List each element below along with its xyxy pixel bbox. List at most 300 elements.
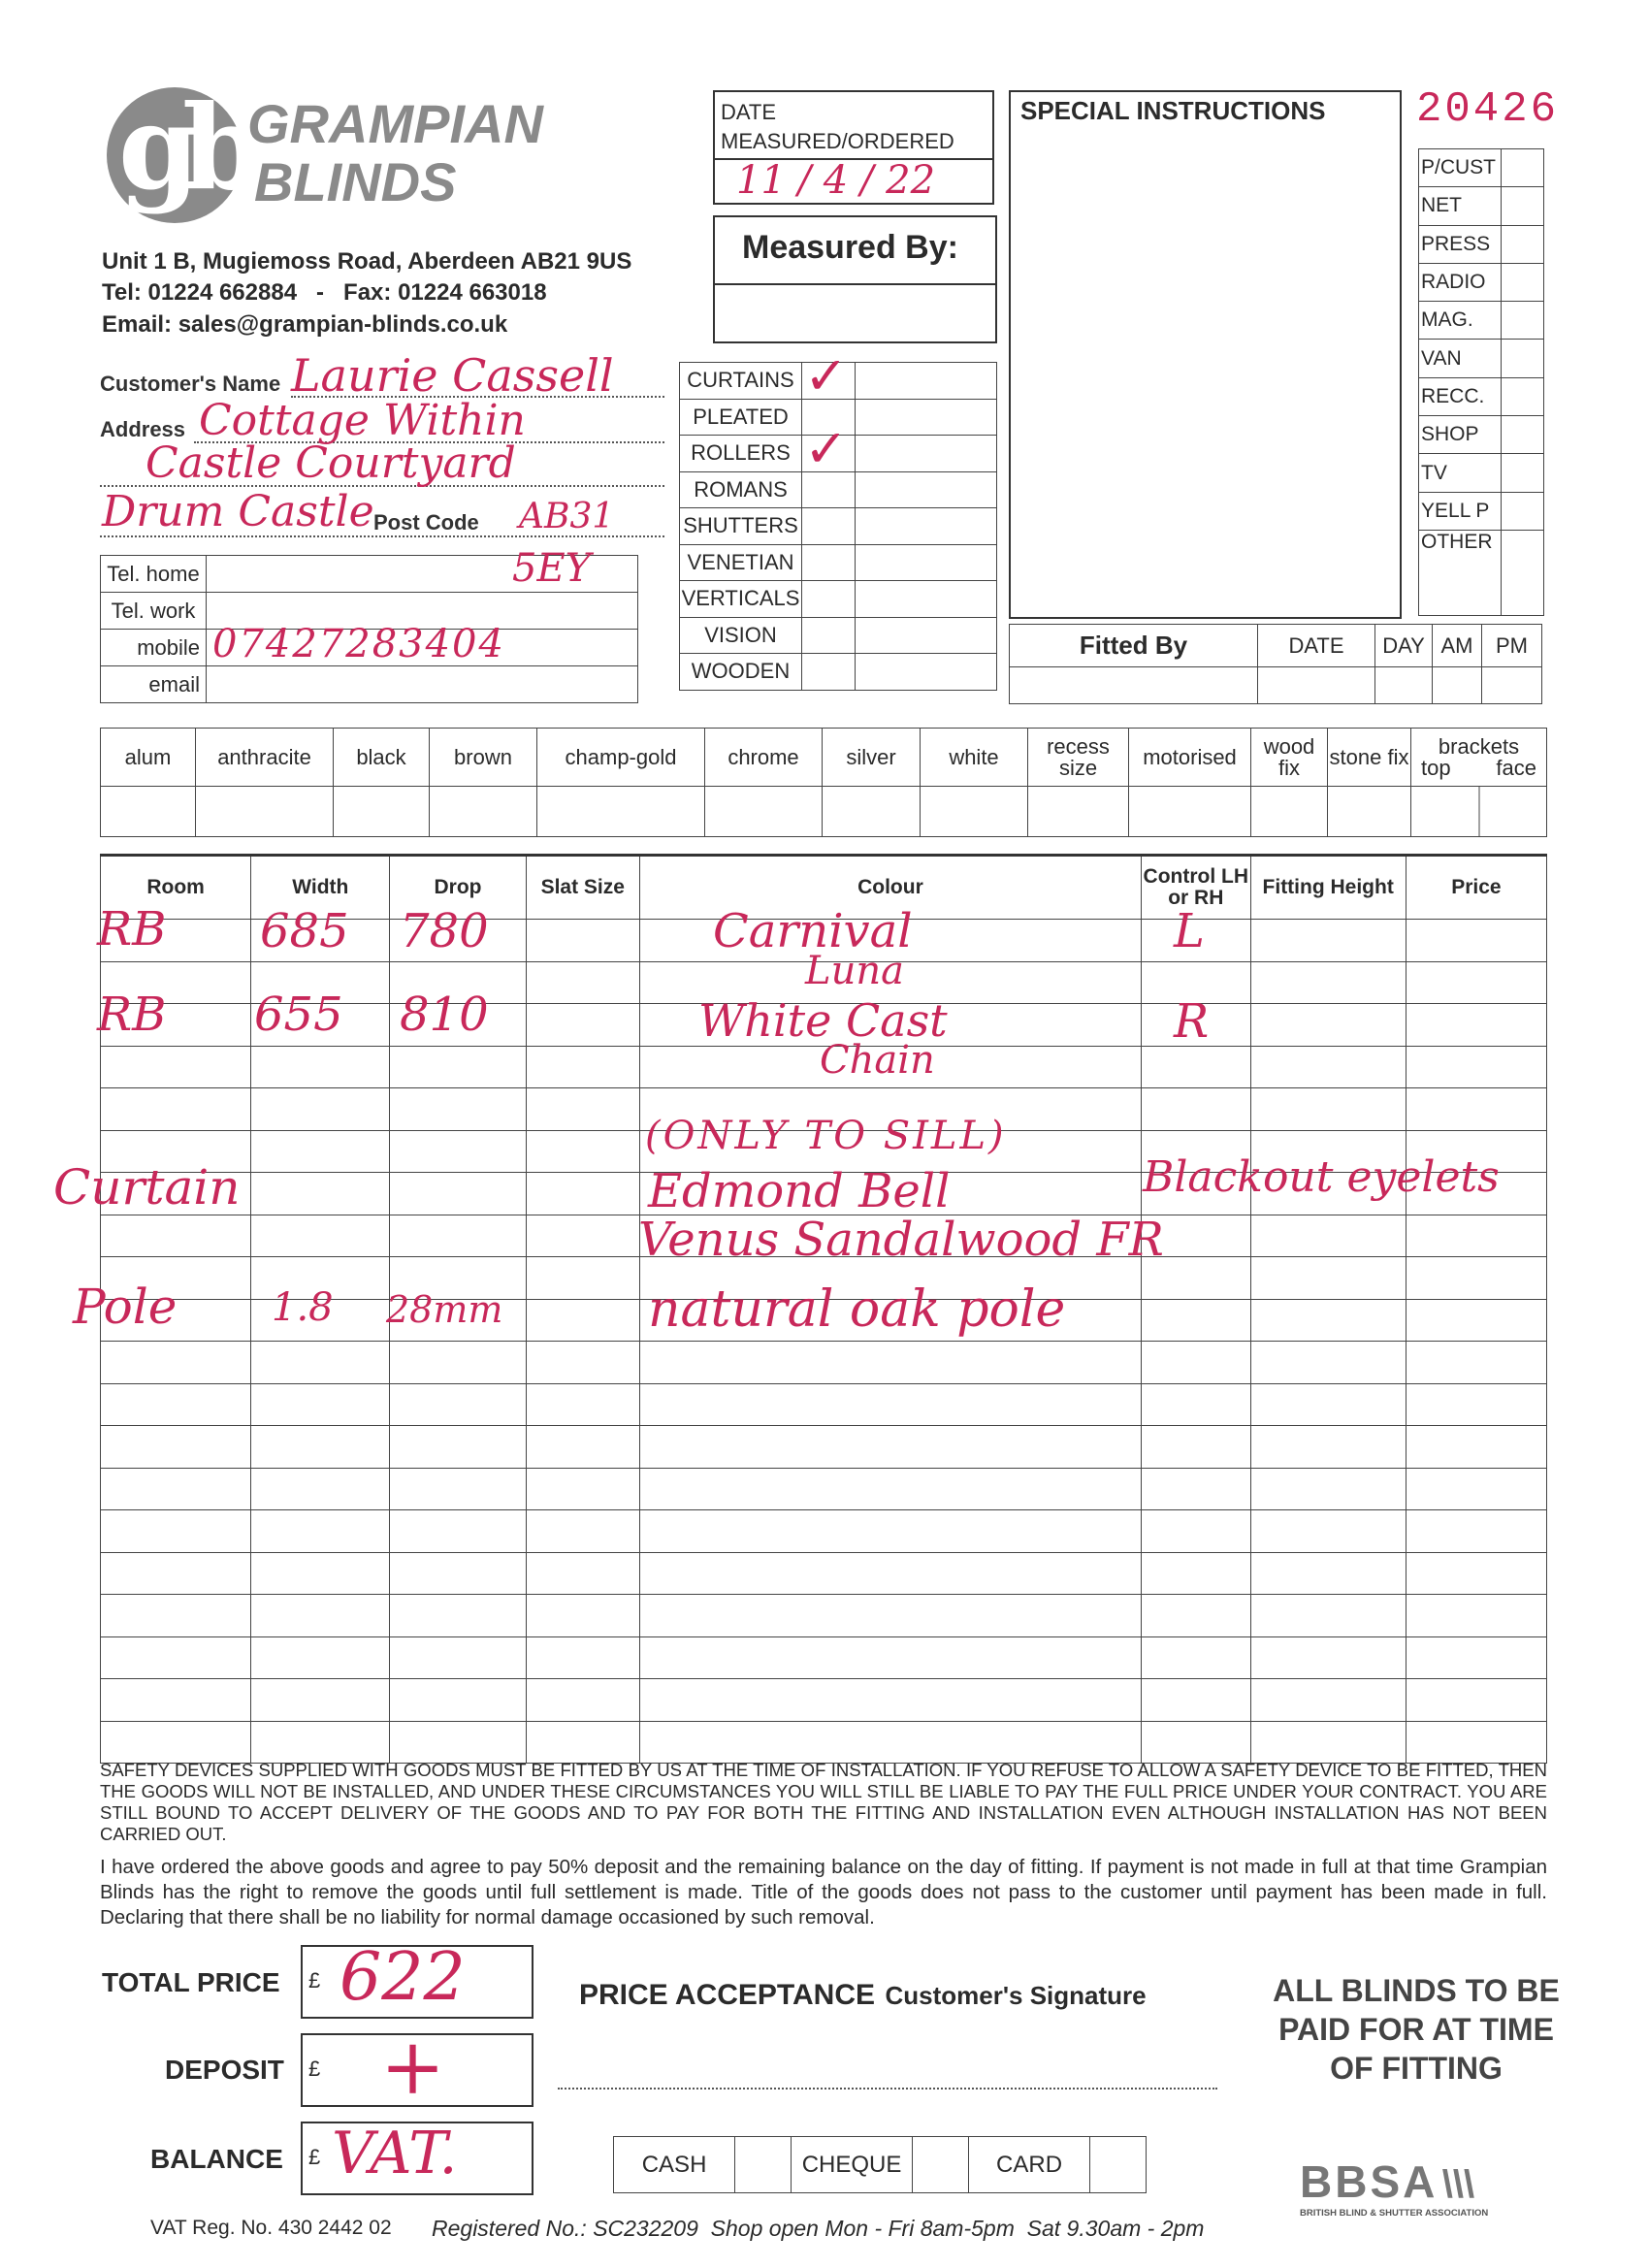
table-cell[interactable] <box>1406 1342 1546 1384</box>
finish-option-value[interactable] <box>537 787 705 837</box>
table-cell[interactable] <box>639 1679 1141 1722</box>
mobile-value: 07427283404 <box>212 622 505 666</box>
product-type-label: WOODEN <box>680 654 802 691</box>
table-row <box>101 1552 1547 1595</box>
table-cell[interactable] <box>101 1383 251 1426</box>
table-cell[interactable] <box>1406 1257 1546 1300</box>
source-checkbox[interactable] <box>1502 340 1544 377</box>
bbsa-caption: BRITISH BLIND & SHUTTER ASSOCIATION <box>1300 2208 1489 2219</box>
table-cell[interactable] <box>639 1552 1141 1595</box>
table-cell[interactable] <box>1250 1046 1406 1088</box>
table-cell[interactable] <box>526 920 639 962</box>
fitted-by-table <box>1009 624 1542 704</box>
product-type-checkbox[interactable] <box>802 581 856 618</box>
table-row <box>101 1721 1547 1764</box>
table-cell[interactable] <box>1141 1088 1250 1131</box>
table-cell[interactable] <box>1406 1383 1546 1426</box>
table-cell[interactable] <box>526 1721 639 1764</box>
payment-method-label: CARD <box>968 2137 1089 2193</box>
price-acceptance-title: PRICE ACCEPTANCE <box>579 1979 876 2011</box>
bbsa-stripes-icon: \\\ <box>1441 2163 1475 2206</box>
table-cell[interactable] <box>526 1173 639 1215</box>
table-cell[interactable] <box>390 1383 526 1426</box>
table-cell[interactable] <box>526 1636 639 1679</box>
table-cell[interactable] <box>1250 961 1406 1004</box>
postcode-part1: AB31 <box>519 497 615 536</box>
table-cell[interactable] <box>251 1046 390 1088</box>
items-column-header: Price <box>1406 856 1546 920</box>
row2-drop: 810 <box>400 988 489 1042</box>
table-cell[interactable] <box>390 1510 526 1553</box>
table-cell[interactable] <box>101 1468 251 1510</box>
payment-method-label: CASH <box>614 2137 735 2193</box>
source-label: TV <box>1419 454 1502 492</box>
product-type-notes[interactable] <box>856 508 997 545</box>
table-cell[interactable] <box>1406 1510 1546 1553</box>
row1-colour1: Carnival <box>713 904 913 958</box>
table-cell[interactable] <box>526 1595 639 1637</box>
table-row <box>101 1383 1547 1426</box>
source-label: RADIO <box>1419 263 1502 301</box>
table-cell[interactable] <box>1250 1595 1406 1637</box>
product-type-label: VISION <box>680 617 802 654</box>
table-cell[interactable] <box>1250 1426 1406 1469</box>
table-row <box>101 1595 1547 1637</box>
table-cell[interactable] <box>251 1679 390 1722</box>
date-value: 11 / 4 / 22 <box>736 158 936 203</box>
fitted-am-value[interactable] <box>1433 667 1482 704</box>
product-type-table <box>679 345 997 691</box>
finish-option-label: alum <box>101 729 196 787</box>
deposit-value: + <box>380 2022 446 2112</box>
row2-room: RB <box>97 988 167 1042</box>
table-cell[interactable] <box>1141 1595 1250 1637</box>
table-cell[interactable] <box>101 1215 251 1257</box>
finish-option-value[interactable] <box>1028 787 1129 837</box>
email-value[interactable] <box>207 666 638 703</box>
product-type-checkbox[interactable] <box>802 471 856 508</box>
finish-option-value[interactable] <box>705 787 823 837</box>
finish-option-label: champ-gold <box>537 729 705 787</box>
agreement-terms: I have ordered the above goods and agree to pay 50% deposit and the remaining balance on the day of fitting. If payment is not made in full at that time Grampian Blinds has the right to remove the goods until full settlement is made. Title of the goods does not pass to the customer until payment has been made in full. Declaring that there shall be no liability for normal damage occasioned by such removal. <box>100 1856 1547 1928</box>
table-cell[interactable] <box>101 1636 251 1679</box>
product-type-notes[interactable] <box>856 581 997 618</box>
address-label: Address <box>100 417 186 441</box>
table-cell[interactable] <box>101 1679 251 1722</box>
finish-option-value[interactable] <box>334 787 430 837</box>
table-cell[interactable] <box>526 1679 639 1722</box>
email-label: email <box>101 666 207 703</box>
table-row <box>101 1636 1547 1679</box>
table-cell[interactable] <box>1406 1595 1546 1637</box>
source-checkbox[interactable] <box>1502 454 1544 492</box>
table-cell[interactable] <box>639 1510 1141 1553</box>
table-cell[interactable] <box>251 1130 390 1173</box>
finish-option-value[interactable] <box>921 787 1028 837</box>
fitted-by-label: Fitted By <box>1010 625 1258 667</box>
finish-option-label: wood fix <box>1251 729 1328 787</box>
finish-option-label: chrome <box>705 729 823 787</box>
source-table <box>1418 148 1544 616</box>
special-instructions-label: SPECIAL INSTRUCTIONS <box>1020 96 1326 125</box>
special-instructions-box[interactable] <box>1009 90 1402 619</box>
table-cell[interactable] <box>1141 1679 1250 1722</box>
table-cell[interactable] <box>251 1088 390 1131</box>
source-label: RECC. <box>1419 377 1502 415</box>
source-label: PRESS <box>1419 225 1502 263</box>
table-cell[interactable] <box>1250 1679 1406 1722</box>
product-type-checkbox[interactable] <box>802 508 856 545</box>
table-cell[interactable] <box>251 1426 390 1469</box>
table-cell[interactable] <box>639 1342 1141 1384</box>
payment-method-checkbox[interactable] <box>1090 2137 1147 2193</box>
payment-notice: ALL BLINDS TO BE PAID FOR AT TIME OF FITTING <box>1273 1973 1560 2086</box>
table-cell[interactable] <box>1250 1636 1406 1679</box>
source-label: SHOP <box>1419 416 1502 454</box>
finish-option-value[interactable] <box>1328 787 1411 837</box>
company-address: Unit 1 B, Mugiemoss Road, Aberdeen AB21 9US <box>102 248 632 275</box>
table-cell[interactable] <box>1406 1721 1546 1764</box>
table-cell[interactable] <box>1406 1426 1546 1469</box>
postcode-label: Post Code <box>373 510 479 535</box>
table-row <box>101 1342 1547 1384</box>
table-cell[interactable] <box>251 1636 390 1679</box>
table-cell[interactable] <box>251 1595 390 1637</box>
table-cell[interactable] <box>639 1468 1141 1510</box>
table-cell[interactable] <box>390 1130 526 1173</box>
table-cell[interactable] <box>1141 1426 1250 1469</box>
table-cell[interactable] <box>251 1721 390 1764</box>
product-type-checkbox[interactable] <box>802 544 856 581</box>
finish-option-label: recess size <box>1028 729 1129 787</box>
signature-line[interactable] <box>558 2088 1217 2090</box>
table-cell[interactable] <box>101 1510 251 1553</box>
curtain-line1: Edmond Bell <box>648 1164 951 1218</box>
table-cell[interactable] <box>251 1468 390 1510</box>
address-line1: Cottage Within <box>199 396 526 445</box>
deposit-currency: £ <box>308 2057 321 2081</box>
contact-table <box>100 546 638 703</box>
mobile-label: mobile <box>101 630 207 666</box>
table-cell[interactable] <box>390 1679 526 1722</box>
brackets-label: brackets <box>1438 733 1520 759</box>
product-type-notes[interactable] <box>856 363 997 400</box>
company-name-line1: GRAMPIAN <box>247 93 543 154</box>
table-cell[interactable] <box>526 1426 639 1469</box>
source-checkbox[interactable] <box>1502 187 1544 225</box>
product-type-label: PLEATED <box>680 399 802 436</box>
table-cell[interactable] <box>1250 1088 1406 1131</box>
table-cell[interactable] <box>526 1510 639 1553</box>
table-cell[interactable] <box>1141 1468 1250 1510</box>
table-cell[interactable] <box>101 1342 251 1384</box>
table-cell[interactable] <box>1250 1215 1406 1257</box>
payment-method-checkbox[interactable] <box>913 2137 969 2193</box>
table-cell[interactable] <box>1406 1088 1546 1131</box>
table-cell[interactable] <box>1406 1679 1546 1722</box>
balance-label: BALANCE <box>150 2144 283 2174</box>
table-cell[interactable] <box>390 1088 526 1131</box>
table-cell[interactable] <box>1141 1552 1250 1595</box>
table-cell[interactable] <box>1406 1552 1546 1595</box>
table-cell[interactable] <box>390 1046 526 1088</box>
product-type-label: VERTICALS <box>680 581 802 618</box>
row1-drop: 780 <box>400 904 489 958</box>
table-cell[interactable] <box>526 1130 639 1173</box>
table-cell[interactable] <box>1250 1299 1406 1342</box>
product-type-label: VENETIAN <box>680 544 802 581</box>
product-type-checkbox[interactable] <box>802 345 856 406</box>
company-email: Email: sales@grampian-blinds.co.uk <box>102 311 508 338</box>
pole-width: 1.8 <box>272 1285 334 1330</box>
curtain-line2: Venus Sandalwood FR <box>638 1213 1164 1267</box>
table-cell[interactable] <box>251 1383 390 1426</box>
company-logo <box>97 80 246 233</box>
table-cell[interactable] <box>1141 1046 1250 1088</box>
fitted-pm-value[interactable] <box>1482 667 1542 704</box>
table-cell[interactable] <box>1406 920 1546 962</box>
table-cell[interactable] <box>390 1173 526 1215</box>
source-checkbox[interactable] <box>1502 225 1544 263</box>
table-cell[interactable] <box>1406 1215 1546 1257</box>
items-column-header: Control LH or RH <box>1141 856 1250 920</box>
table-cell[interactable] <box>639 1383 1141 1426</box>
logo-mark: gb <box>118 80 246 216</box>
row1-room: RB <box>97 902 167 956</box>
fitted-day-value[interactable] <box>1375 667 1433 704</box>
finish-option-value[interactable] <box>196 787 334 837</box>
bbsa-logo-text: BBSA <box>1300 2156 1439 2207</box>
finish-options-table <box>100 728 1547 837</box>
table-cell[interactable] <box>390 1721 526 1764</box>
table-cell[interactable] <box>390 1552 526 1595</box>
table-cell[interactable] <box>1250 1342 1406 1384</box>
check-mark-icon: ✓ <box>804 418 849 479</box>
finish-option-value[interactable] <box>823 787 921 837</box>
table-cell[interactable] <box>101 1046 251 1088</box>
items-column-header: Width <box>251 856 390 920</box>
table-cell[interactable] <box>526 1552 639 1595</box>
table-cell[interactable] <box>1250 1004 1406 1047</box>
table-cell[interactable] <box>1250 1721 1406 1764</box>
pole-room: Pole <box>73 1279 178 1335</box>
table-cell[interactable] <box>390 1595 526 1637</box>
table-row <box>101 1510 1547 1553</box>
table-cell[interactable] <box>1250 1510 1406 1553</box>
brackets-top-label: top <box>1421 755 1451 780</box>
table-cell[interactable] <box>1141 1299 1250 1342</box>
address-line3: Drum Castle <box>102 487 374 536</box>
source-label: VAN <box>1419 340 1502 377</box>
fitted-date-value[interactable] <box>1258 667 1375 704</box>
bbsa-logo <box>1300 2155 1488 2219</box>
row2-colour1: White Cast <box>698 994 948 1047</box>
table-cell[interactable] <box>639 1636 1141 1679</box>
product-type-checkbox[interactable] <box>802 654 856 691</box>
product-type-notes[interactable] <box>856 399 997 436</box>
total-currency: £ <box>308 1968 321 1993</box>
deposit-label: DEPOSIT <box>165 2055 284 2085</box>
registered-hours: Registered No.: SC232209 Shop open Mon - Fri 8am-5pm Sat 9.30am - 2pm <box>432 2216 1205 2241</box>
balance-currency: £ <box>308 2145 321 2169</box>
pole-desc: natural oak pole <box>648 1280 1066 1339</box>
table-cell[interactable] <box>526 1088 639 1131</box>
company-phones: Tel: 01224 662884 - Fax: 01224 663018 <box>102 279 547 306</box>
table-cell[interactable] <box>526 1468 639 1510</box>
row1-colour2: Luna <box>805 949 904 993</box>
payment-method-label: CHEQUE <box>791 2137 912 2193</box>
row1-control: L <box>1174 904 1205 958</box>
table-cell[interactable] <box>526 1383 639 1426</box>
table-cell[interactable] <box>1250 1468 1406 1510</box>
finish-option-label: black <box>334 729 430 787</box>
total-price-box[interactable] <box>301 1939 534 2019</box>
curtain-blackout: Blackout eyelets <box>1143 1152 1500 1202</box>
check-mark-icon: ✓ <box>804 345 849 406</box>
company-name-line2: BLINDS <box>254 151 457 212</box>
payment-method-checkbox[interactable] <box>735 2137 792 2193</box>
table-cell[interactable] <box>526 1299 639 1342</box>
table-cell[interactable] <box>1406 1004 1546 1047</box>
table-cell[interactable] <box>390 1636 526 1679</box>
table-cell[interactable] <box>639 1426 1141 1469</box>
mobile-cell[interactable] <box>207 622 638 666</box>
table-cell[interactable] <box>101 1595 251 1637</box>
items-column-header: Colour <box>639 856 1141 920</box>
table-cell[interactable] <box>390 1342 526 1384</box>
table-cell[interactable] <box>101 1088 251 1131</box>
table-cell[interactable] <box>1141 1721 1250 1764</box>
finish-option-value[interactable] <box>101 787 196 837</box>
product-type-notes[interactable] <box>856 617 997 654</box>
table-cell[interactable] <box>526 1257 639 1300</box>
table-cell[interactable] <box>251 1173 390 1215</box>
table-cell[interactable] <box>1250 1257 1406 1300</box>
source-checkbox[interactable] <box>1502 416 1544 454</box>
fitted-by-value[interactable] <box>1010 667 1258 704</box>
balance-value: VAT. <box>332 2120 458 2187</box>
deposit-box[interactable] <box>301 2022 534 2112</box>
product-type-label: SHUTTERS <box>680 508 802 545</box>
table-row <box>101 1426 1547 1469</box>
table-cell[interactable] <box>101 1426 251 1469</box>
tel-work-label: Tel. work <box>101 593 207 630</box>
table-cell[interactable] <box>526 1004 639 1047</box>
fitted-day-label: DAY <box>1375 625 1433 667</box>
table-cell[interactable] <box>1141 1342 1250 1384</box>
pole-drop: 28mm <box>386 1288 503 1331</box>
table-cell[interactable] <box>1141 1383 1250 1426</box>
table-cell[interactable] <box>526 1046 639 1088</box>
finish-option-value[interactable] <box>1251 787 1328 837</box>
table-cell[interactable] <box>526 1215 639 1257</box>
date-label: DATE MEASURED/ORDERED <box>721 100 954 153</box>
table-cell[interactable] <box>390 1215 526 1257</box>
source-checkbox[interactable] <box>1502 302 1544 340</box>
table-cell[interactable] <box>101 1552 251 1595</box>
source-checkbox[interactable] <box>1502 263 1544 301</box>
table-cell[interactable] <box>1406 1636 1546 1679</box>
table-cell[interactable] <box>251 1215 390 1257</box>
safety-terms: SAFETY DEVICES SUPPLIED WITH GOODS MUST BE FITTED BY US AT THE TIME OF INSTALLATION. IF YOU REFUSE TO ALLOW A SAFETY DEVICE TO BE FITTED, THEN THE GOODS WILL NOT BE INSTALLED, AND UNDER THESE CIRCUMSTANCES YOU WILL STILL BE LIABLE TO PAY THE FULL PRICE UNDER YOUR CONTRACT. YOU ARE STILL BOUND TO ACCEPT DELIVERY OF THE GOODS AND TO PAY FOR BOTH THE FITTING AND INSTALLATION EVEN ALTHOUGH INSTALLATION HAS NOT BEEN CARRIED OUT. <box>100 1760 1547 1844</box>
finish-option-value[interactable] <box>1129 787 1251 837</box>
table-cell[interactable] <box>251 1510 390 1553</box>
table-cell[interactable] <box>1250 1383 1406 1426</box>
product-type-checkbox[interactable] <box>802 418 856 479</box>
brackets-header <box>1411 729 1547 787</box>
fitted-am-label: AM <box>1433 625 1482 667</box>
table-cell[interactable] <box>1406 1299 1546 1342</box>
tel-home-value[interactable] <box>207 546 638 593</box>
finish-option-label: white <box>921 729 1028 787</box>
product-type-checkbox[interactable] <box>802 617 856 654</box>
table-cell[interactable] <box>526 1342 639 1384</box>
curtain-room: Curtain <box>53 1159 241 1215</box>
table-cell[interactable] <box>639 1595 1141 1637</box>
brackets-face-label: face <box>1496 755 1536 780</box>
table-cell[interactable] <box>526 961 639 1004</box>
postcode-part2: 5EY <box>512 546 592 591</box>
items-column-header: Slat Size <box>526 856 639 920</box>
table-cell[interactable] <box>101 1721 251 1764</box>
table-cell[interactable] <box>1406 1468 1546 1510</box>
customer-name: Laurie Cassell <box>291 349 614 402</box>
product-type-notes[interactable] <box>856 654 997 691</box>
table-cell[interactable] <box>1141 1510 1250 1553</box>
order-number: 20426 <box>1416 85 1560 134</box>
table-cell[interactable] <box>1250 920 1406 962</box>
address-line2: Castle Courtyard <box>146 438 516 488</box>
source-label: OTHER <box>1419 530 1502 615</box>
product-type-notes[interactable] <box>856 544 997 581</box>
table-row <box>101 1679 1547 1722</box>
table-cell[interactable] <box>1250 1552 1406 1595</box>
product-type-label: CURTAINS <box>680 363 802 400</box>
customer-name-label: Customer's Name <box>100 372 281 396</box>
source-checkbox[interactable] <box>1502 492 1544 530</box>
items-column-header: Drop <box>390 856 526 920</box>
source-label: YELL P <box>1419 492 1502 530</box>
product-type-notes[interactable] <box>856 436 997 472</box>
items-column-header: Fitting Height <box>1250 856 1406 920</box>
table-cell[interactable] <box>1406 1046 1546 1088</box>
finish-option-label: brown <box>430 729 537 787</box>
source-checkbox[interactable] <box>1502 530 1544 615</box>
table-cell[interactable] <box>251 1342 390 1384</box>
product-type-label: ROLLERS <box>680 436 802 472</box>
balance-box[interactable] <box>301 2122 534 2195</box>
table-cell[interactable] <box>251 1552 390 1595</box>
table-cell[interactable] <box>1406 961 1546 1004</box>
items-column-header: Room <box>101 856 251 920</box>
row2-width: 655 <box>254 988 343 1042</box>
product-type-notes[interactable] <box>856 471 997 508</box>
price-acceptance-label <box>579 1979 1147 2012</box>
total-price-value: 622 <box>340 1939 466 2016</box>
brackets-value[interactable] <box>1411 787 1547 837</box>
source-checkbox[interactable] <box>1502 149 1544 187</box>
table-cell[interactable] <box>639 1721 1141 1764</box>
row2-control: R <box>1174 994 1210 1049</box>
vat-reg: VAT Reg. No. 430 2442 02 <box>150 2217 392 2239</box>
table-cell[interactable] <box>1141 1636 1250 1679</box>
finish-option-value[interactable] <box>430 787 537 837</box>
note-only-to-sill: (ONLY TO SILL) <box>645 1114 1007 1158</box>
tel-home-label: Tel. home <box>101 556 207 593</box>
source-checkbox[interactable] <box>1502 377 1544 415</box>
table-cell[interactable] <box>390 1468 526 1510</box>
table-cell[interactable] <box>390 1426 526 1469</box>
